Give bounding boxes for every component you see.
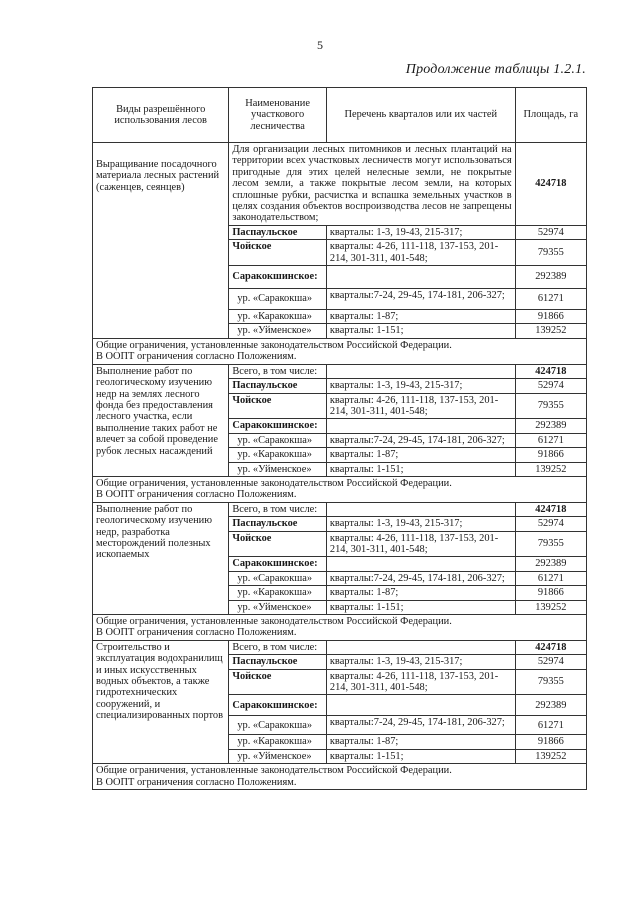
table-header-row <box>93 88 587 143</box>
note-line: В ООПТ ограничения согласно Положениям. <box>96 351 297 363</box>
restrictions-note <box>93 338 587 364</box>
area-cell: 61271 <box>515 716 586 735</box>
quarters-cell: кварталы: 1-3, 19-43, 215-317; <box>326 379 515 393</box>
use-type-cell: Выполнение работ по геологическому изучению недр на землях лесного фонда без предоставления лесного участка, если выполнение таких работ не влечет за собой проведение рубок лесных насаждений <box>93 364 229 476</box>
forestry-name: Чойское <box>229 393 327 419</box>
header-use-types: Виды разрешённого использования лесов <box>93 88 229 143</box>
area-cell: 139252 <box>515 324 586 338</box>
area-cell: 52974 <box>515 655 586 669</box>
area-cell: 61271 <box>515 571 586 585</box>
header-forestry: Наименование участкового лесничества <box>229 88 327 143</box>
forestry-name: Чойское <box>229 669 327 695</box>
empty-cell <box>326 502 515 516</box>
area-cell: 292389 <box>515 419 586 433</box>
tract-name: ур. «Саракокша» <box>229 716 327 735</box>
area-cell: 292389 <box>515 266 586 289</box>
tract-name: ур. «Каракокша» <box>229 448 327 462</box>
quarters-cell: кварталы: 1-151; <box>326 462 515 476</box>
tract-name: ур. «Уйменское» <box>229 324 327 338</box>
restrictions-note <box>93 615 587 641</box>
area-cell: 91866 <box>515 310 586 324</box>
quarters-cell: кварталы: 1-151; <box>326 600 515 614</box>
area-cell: 292389 <box>515 695 586 716</box>
area-cell: 61271 <box>515 433 586 447</box>
use-type-cell: Строительство и эксплуатация водохранилищ и иных искусственных водных объектов, а также гидротехнических сооружений, и специализированных портов <box>93 640 229 763</box>
area-cell: 91866 <box>515 586 586 600</box>
area-cell: 79355 <box>515 240 586 266</box>
forestry-name: Саракокшинское: <box>229 695 327 716</box>
forestry-name: Чойское <box>229 240 327 266</box>
quarters-cell: кварталы: 1-3, 19-43, 215-317; <box>326 225 515 239</box>
total-label: Всего, в том числе: <box>229 364 327 378</box>
empty-cell <box>326 419 515 433</box>
quarters-cell: кварталы: 1-87; <box>326 735 515 749</box>
use-type-cell: Выращивание посадочного материала лесных растений (саженцев, сеянцев) <box>93 143 229 339</box>
empty-cell <box>326 695 515 716</box>
total-label: Всего, в том числе: <box>229 640 327 654</box>
area-cell: 79355 <box>515 669 586 695</box>
tract-name: ур. «Саракокша» <box>229 433 327 447</box>
note-row <box>93 338 587 364</box>
area-cell: 52974 <box>515 517 586 531</box>
note-row <box>93 764 587 790</box>
forestry-name: Саракокшинское: <box>229 419 327 433</box>
area-cell: 292389 <box>515 557 586 571</box>
forestry-name: Паспаульское <box>229 225 327 239</box>
note-line: В ООПТ ограничения согласно Положениям. <box>96 489 297 501</box>
quarters-cell: кварталы: 4-26, 111-118, 137-153, 201-214, 301-311, 401-548; <box>326 240 515 266</box>
description-cell: Для организации лесных питомников и лесных плантаций на территории всех участковых лесничеств могут использоваться пригодные для этих целей нелесные земли, не покрытые лесом земли, а также покрытые лесом земли, на которых сплошные рубки, расчистка и вспашка земельных участков в целях создания объектов воспроизводства лесов не запрещены законодательством; <box>229 143 515 226</box>
total-area: 424718 <box>515 640 586 654</box>
tract-name: ур. «Каракокша» <box>229 586 327 600</box>
area-cell: 52974 <box>515 379 586 393</box>
note-line: Общие ограничения, установленные законодательством Российской Федерации. <box>96 477 452 489</box>
area-cell: 79355 <box>515 393 586 419</box>
total-label: Всего, в том числе: <box>229 502 327 516</box>
area-cell: 61271 <box>515 289 586 310</box>
quarters-cell: кварталы:7-24, 29-45, 174-181, 206-327; <box>326 571 515 585</box>
quarters-cell: кварталы: 1-3, 19-43, 215-317; <box>326 517 515 531</box>
restrictions-note <box>93 764 587 790</box>
tract-name: ур. «Каракокша» <box>229 310 327 324</box>
restrictions-note <box>93 476 587 502</box>
note-line: В ООПТ ограничения согласно Положениям. <box>96 627 297 639</box>
table-row <box>93 143 587 226</box>
quarters-cell: кварталы:7-24, 29-45, 174-181, 206-327; <box>326 716 515 735</box>
note-row <box>93 615 587 641</box>
empty-cell <box>326 640 515 654</box>
forestry-name: Саракокшинское: <box>229 557 327 571</box>
page-number: 5 <box>317 38 323 52</box>
area-cell: 91866 <box>515 448 586 462</box>
total-area: 424718 <box>515 143 586 226</box>
note-line: Общие ограничения, установленные законодательством Российской Федерации. <box>96 339 452 351</box>
note-line: Общие ограничения, установленные законодательством Российской Федерации. <box>96 765 452 777</box>
area-cell: 139252 <box>515 462 586 476</box>
quarters-cell: кварталы: 1-87; <box>326 310 515 324</box>
tract-name: ур. «Уйменское» <box>229 749 327 763</box>
forestry-name: Паспаульское <box>229 655 327 669</box>
table-row <box>93 640 587 654</box>
area-cell: 91866 <box>515 735 586 749</box>
empty-cell <box>326 557 515 571</box>
area-cell: 139252 <box>515 600 586 614</box>
table-row <box>93 502 587 516</box>
table-continuation-title: Продолжение таблицы 1.2.1. <box>405 62 586 77</box>
header-area: Площадь, га <box>515 88 586 143</box>
tract-name: ур. «Уйменское» <box>229 462 327 476</box>
quarters-cell: кварталы: 1-3, 19-43, 215-317; <box>326 655 515 669</box>
forestry-name: Паспаульское <box>229 517 327 531</box>
forest-use-table <box>92 87 587 790</box>
forestry-name: Чойское <box>229 531 327 557</box>
header-quarters: Перечень кварталов или их частей <box>326 88 515 143</box>
quarters-cell: кварталы: 1-151; <box>326 749 515 763</box>
quarters-cell: кварталы: 4-26, 111-118, 137-153, 201-214, 301-311, 401-548; <box>326 669 515 695</box>
tract-name: ур. «Саракокша» <box>229 571 327 585</box>
empty-cell <box>326 266 515 289</box>
quarters-cell: кварталы: 4-26, 111-118, 137-153, 201-214, 301-311, 401-548; <box>326 393 515 419</box>
note-line: В ООПТ ограничения согласно Положениям. <box>96 776 297 788</box>
area-cell: 52974 <box>515 225 586 239</box>
quarters-cell: кварталы: 1-87; <box>326 586 515 600</box>
forestry-name: Паспаульское <box>229 379 327 393</box>
area-cell: 139252 <box>515 749 586 763</box>
note-line: Общие ограничения, установленные законодательством Российской Федерации. <box>96 616 452 627</box>
quarters-cell: кварталы: 1-87; <box>326 448 515 462</box>
quarters-cell: кварталы:7-24, 29-45, 174-181, 206-327; <box>326 433 515 447</box>
quarters-cell: кварталы: 1-151; <box>326 324 515 338</box>
total-area: 424718 <box>515 502 586 516</box>
empty-cell <box>326 364 515 378</box>
note-row <box>93 476 587 502</box>
total-area: 424718 <box>515 364 586 378</box>
use-type-cell: Выполнение работ по геологическому изучению недр, разработка месторождений полезных ископаемых <box>93 502 229 614</box>
quarters-cell: кварталы:7-24, 29-45, 174-181, 206-327; <box>326 289 515 310</box>
forestry-name: Саракокшинское: <box>229 266 327 289</box>
tract-name: ур. «Уйменское» <box>229 600 327 614</box>
table-row <box>93 364 587 378</box>
tract-name: ур. «Каракокша» <box>229 735 327 749</box>
tract-name: ур. «Саракокша» <box>229 289 327 310</box>
quarters-cell: кварталы: 4-26, 111-118, 137-153, 201-214, 301-311, 401-548; <box>326 531 515 557</box>
area-cell: 79355 <box>515 531 586 557</box>
